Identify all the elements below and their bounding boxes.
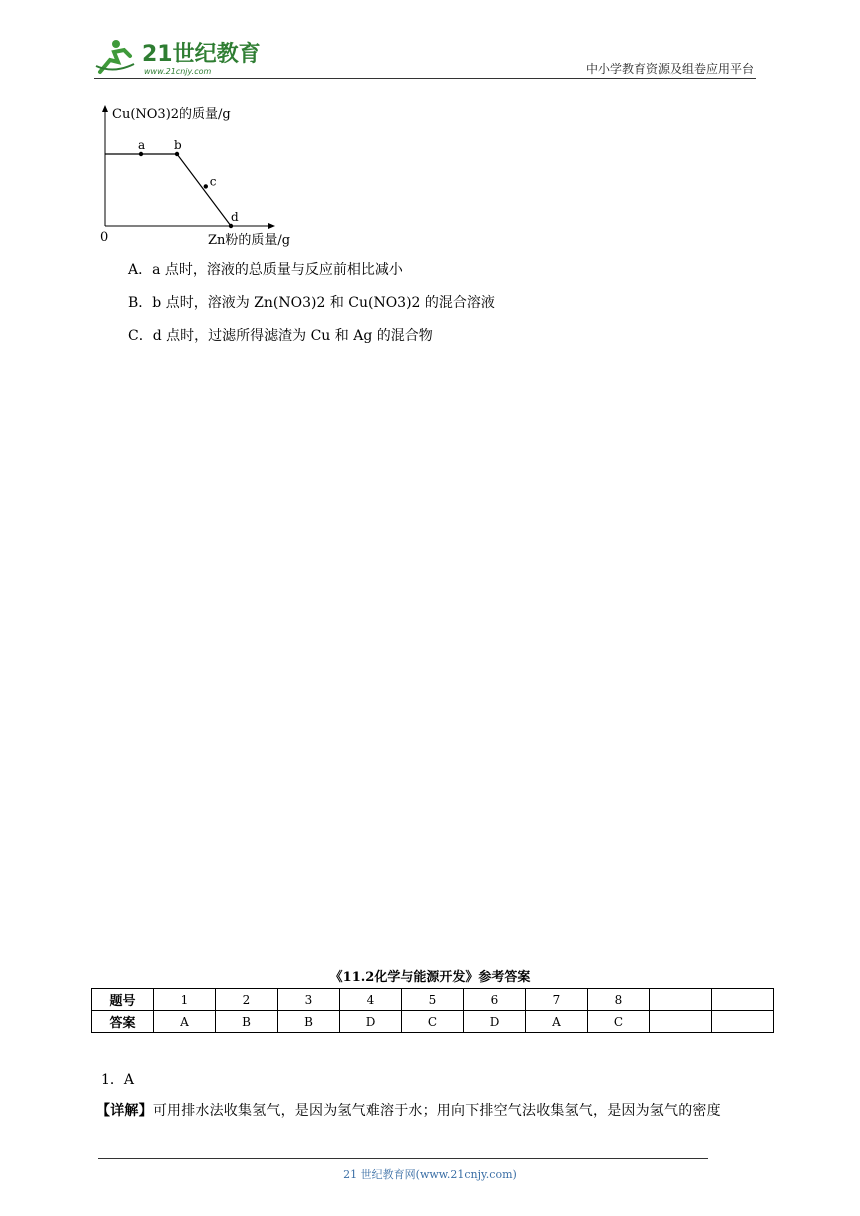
- point-c: [204, 184, 208, 188]
- option-c: [128, 328, 495, 345]
- point-label-b: b: [174, 138, 182, 152]
- logo-text: 21世纪教育: [142, 42, 261, 67]
- table-cell: A: [154, 1011, 216, 1033]
- series-line: [105, 138, 239, 228]
- row-header: 答案: [92, 1011, 154, 1033]
- point-a: [139, 152, 143, 156]
- option-text: d 点时，过滤所得滤渣为 Cu 和 Ag 的混合物: [152, 328, 433, 344]
- option-letter: C．: [128, 328, 153, 344]
- point-label-d: d: [231, 210, 239, 224]
- table-cell: D: [340, 1011, 402, 1033]
- line-segment-1: [177, 154, 231, 226]
- option-text: b 点时，溶液为 Zn(NO3)2 和 Cu(NO3)2 的混合溶液: [152, 295, 495, 311]
- explanation-text: [96, 1100, 721, 1120]
- table-cell: [650, 1011, 712, 1033]
- table-cell: 7: [526, 989, 588, 1011]
- answer-options: [128, 262, 495, 361]
- table-cell: A: [526, 1011, 588, 1033]
- footer-divider: [98, 1158, 708, 1159]
- logo-url: www.21cnjy.com: [144, 67, 212, 76]
- table-cell: [712, 1011, 774, 1033]
- header-divider: [94, 78, 756, 79]
- detail-body: 可用排水法收集氢气，是因为氢气难溶于水；用向下排空气法收集氢气，是因为氢气的密度: [152, 1103, 721, 1119]
- detail-tag: 【详解】: [96, 1103, 153, 1119]
- y-axis-label: Cu(NO3)2的质量/g: [112, 107, 231, 122]
- runner-icon: [96, 40, 134, 72]
- table-cell: 5: [402, 989, 464, 1011]
- table-cell: C: [402, 1011, 464, 1033]
- row-header: 题号: [92, 989, 154, 1011]
- table-cell: 3: [278, 989, 340, 1011]
- option-text: a 点时，溶液的总质量与反应前相比减小: [152, 262, 403, 278]
- table-cell: 2: [216, 989, 278, 1011]
- table-cell: 1: [154, 989, 216, 1011]
- point-d: [229, 224, 233, 228]
- header-platform-text: 中小学教育资源及组卷应用平台: [585, 62, 754, 76]
- answer-table: [91, 988, 774, 1033]
- x-axis-label: Zn粉的质量/g: [208, 233, 291, 248]
- origin-label: 0: [100, 230, 109, 245]
- table-cell: 4: [340, 989, 402, 1011]
- table-row: [92, 1011, 774, 1033]
- table-cell: 8: [588, 989, 650, 1011]
- option-letter: B．: [128, 295, 153, 311]
- footer-text: 21 世纪教育网(www.21cnjy.com): [343, 1168, 517, 1181]
- table-cell: B: [278, 1011, 340, 1033]
- option-letter: A．: [128, 262, 153, 278]
- option-b: [128, 295, 495, 312]
- site-logo: [94, 36, 264, 78]
- point-label-a: a: [138, 138, 146, 152]
- table-cell: B: [216, 1011, 278, 1033]
- table-row: [92, 989, 774, 1011]
- point-label-c: c: [209, 174, 217, 189]
- question-answer-label: 1．A: [101, 1072, 135, 1088]
- answer-key-title: 《11.2化学与能源开发》参考答案: [329, 970, 531, 985]
- table-cell: D: [464, 1011, 526, 1033]
- table-cell: [650, 989, 712, 1011]
- option-a: [128, 262, 495, 279]
- table-cell: 6: [464, 989, 526, 1011]
- table-cell: [712, 989, 774, 1011]
- table-cell: C: [588, 1011, 650, 1033]
- cu-mass-chart: [90, 100, 320, 250]
- point-b: [175, 152, 179, 156]
